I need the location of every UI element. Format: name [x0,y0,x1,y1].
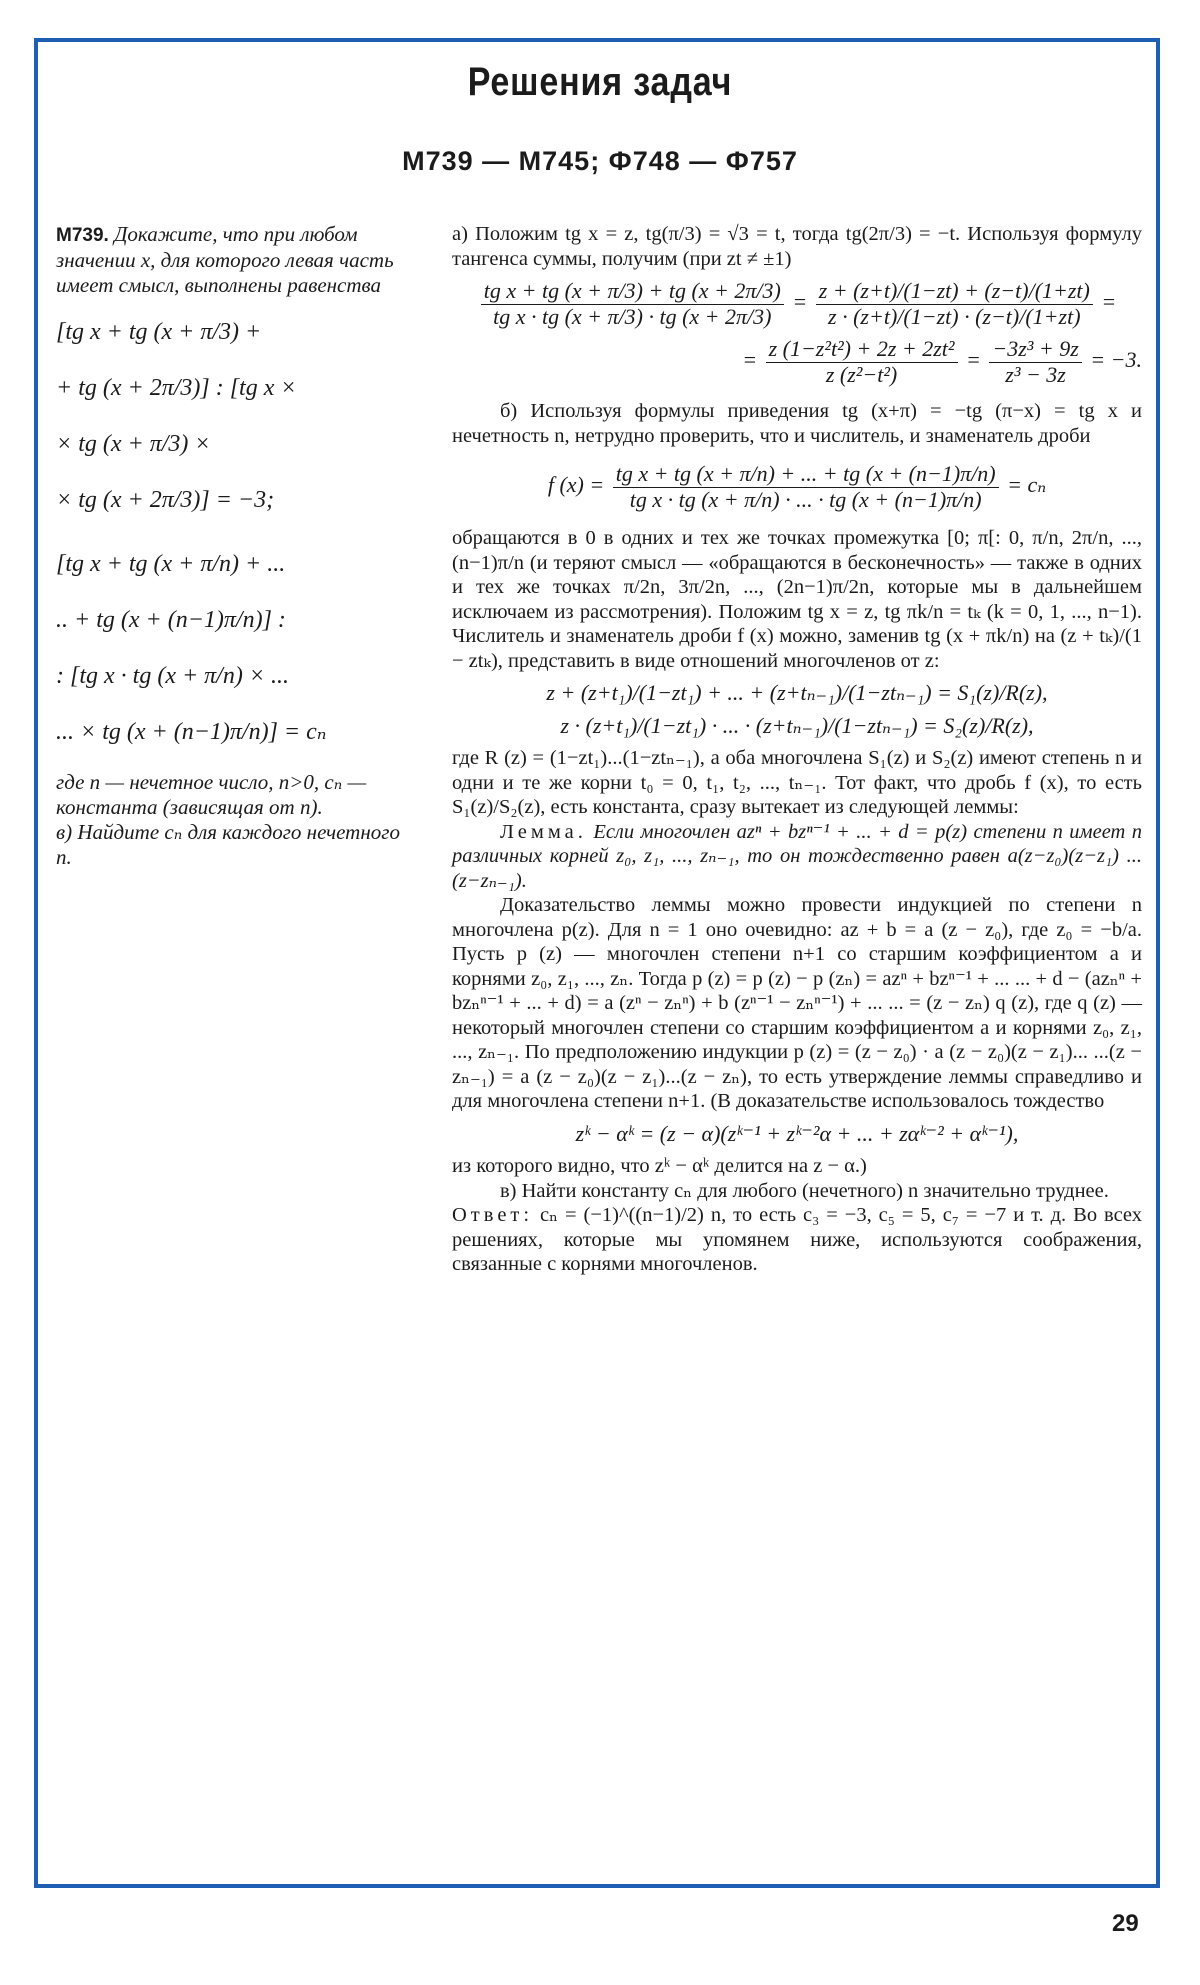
eq-a2-frac2 [989,337,1081,387]
formula-a-line: × tg (x + π/3) × [56,431,211,457]
eq-a1-right [816,279,1093,329]
eq-a2-frac1 [766,337,958,387]
lemma-text: Если многочлен azⁿ + bzⁿ⁻¹ + ... + d = p(z) степени n имеет n различных корней z₀, z₁, ..., zₙ₋₁, то он тождественно равен a(z−z₀)(z−z₁) ... (z−zₙ₋₁). [452,820,1142,892]
part-b-intro: б) Используя формулы приведения tg (x+π) = −tg (π−x) = tg x и нечетность n, нетрудно проверить, что и числитель, и знаменатель дроби [452,400,1142,447]
lemma-proof: Доказательство леммы можно провести индукцией по степени n многочлена p(z). Для n = 1 оно очевидно: az + b = a (z − z₀), где z₀ = −b/a. Пусть p (z) — многочлен степени n+1 со старшим коэффициентом a и корнями z₀, z₁, ..., zₙ. Тогда p (z) = p (z) − p (zₙ) = azⁿ + bzⁿ⁻¹ + ... ... + d − (azₙⁿ + bzₙⁿ⁻¹ + ... + d) = a (zⁿ − zₙⁿ) + b (zⁿ⁻¹ − zₙⁿ⁻¹) + ... ... = (z − zₙ) q (z), где q (z) — некоторый многочлен степени со старшим коэффициентом a и корнями z₀, z₁, ..., zₙ₋₁. По предположению индукции p (z) = (z − z₀) · a (z − z₀)(z − z₁)... ...(z − zₙ₋₁) = a (z − z₀)(z − z₁)...(z − zₙ), то есть утверждение леммы справедливо и для многочлена степени n+1. (В доказательстве использовалось тождество [452,894,1142,1112]
answer [452,1203,1142,1277]
formula-a [56,304,406,528]
eq-a2-den2: z³ − 3z [1005,361,1066,387]
eq-b-den: tg x · tg (x + π/n) · ... · tg (x + (n−1)π/n) [629,486,982,512]
equation-s2: z · (z+t₁)/(1−zt₁) · ... · (z+tₙ₋₁)/(1−ztₙ₋₁) = S₂(z)/R(z), [560,712,1034,738]
part-a-intro: а) Положим tg x = z, tg(π/3) = √3 = t, тогда tg(2π/3) = −t. Используя формулу тангенса суммы, получим (при zt ≠ ±1) [452,223,1142,270]
formula-b [56,536,406,760]
identity-note: из которого видно, что zᵏ − αᵏ делится на z − α.) [452,1155,867,1177]
eq-b-num: tg x + tg (x + π/n) + ... + tg (x + (n−1)π/n) [613,462,999,488]
answer-text: cₙ = (−1)^((n−1)/2) n, то есть c₃ = −3, c₅ = 5, c₇ = −7 и т. д. Во всех решениях, которые мы упомянем ниже, используются соображения, связанные с корнями многочленов. [452,1204,1143,1275]
eq-a2-den1: z (z²−t²) [825,361,898,387]
equation-a2: = $\frac{\text{z (1−z²t²) + 2z + 2zt²}}{\text{z (z²−t²)}}$ = $\frac{\text{−3z³ + 9z}}{\text{z³ − 3z}}$ = −3. [742,336,1142,387]
identity-equation: zᵏ − αᵏ = (z − α)(zᵏ⁻¹ + zᵏ⁻²α + ... + zαᵏ⁻² + αᵏ⁻¹), [575,1120,1019,1146]
eq-a1-left-den: tg x · tg (x + π/3) · tg (x + 2π/3) [493,303,772,329]
eq-b-lhs: f (x) = [547,472,605,498]
formula-a-line: × tg (x + 2π/3)] = −3; [56,487,275,513]
formula-b-line: .. + tg (x + (n−1)π/n)] : [56,607,286,633]
equation-s1: z + (z+t₁)/(1−zt₁) + ... + (z+tₙ₋₁)/(1−ztₙ₋₁) = S₁(z)/R(z), [546,680,1048,705]
page-title: Решения задач [467,60,733,104]
problem-condition: где n — нечетное число, n>0, cₙ — константа (зависящая от n). [56,770,367,819]
formula-b-line: : [tg x · tg (x + π/n) × ... [56,663,290,689]
eq-b-frac [613,462,999,512]
part-b-paragraph-2: где R (z) = (1−zt₁)...(1−ztₙ₋₁), а оба многочлена S₁(z) и S₂(z) имеют степень n и одни и те же корни t₀ = 0, t₁, t₂, ..., tₙ₋₁. Тот факт, что дробь f (x), то есть S₁(z)/S₂(z), есть константа, сразу вытекает из следующей леммы: [452,747,1142,818]
formula-b-line: ... × tg (x + (n−1)π/n)] = cₙ [56,719,327,745]
part-b-paragraph-1: обращаются в 0 в одних и тех же точках промежутка [0; π[: 0, π/n, 2π/n, ..., (n−1)π/n (и теряют смысл — «обращаются в бесконечность» — также в одних и тех же точках π/2n, 3π/2n, ..., (2n−1)π/2n, которые мы в дальнейшем исключаем из рассмотрения). Положим tg x = z, tg πk/n = tₖ (k = 0, 1, ..., n−1). Числитель и знаменатель дроби f (x) можно, заменив tg (x + πk/n) на (z + tₖ)/(1 − ztₖ), представить в виде отношений многочленов от z: [452,527,1142,672]
equation-b [452,462,1142,512]
eq-a2-result: = −3. [1090,347,1142,373]
eq-a2-num2: −3z³ + 9z [989,337,1081,363]
lemma [452,820,1142,894]
part-v: в) Найти константу cₙ для любого (нечетного) n значительно труднее. [500,1179,1109,1202]
solution-column [452,222,1142,1277]
lemma-label: Лемма. [500,820,587,843]
equation-a1: $\frac{\text{tg x + tg (x + π/3) + tg (x + 2π/3)}}{\text{tg x · tg (x + π/3) · tg (x + 2π/3)}}$ = $\frac{z + (z+t)/(1-zt) + (z-t)/(1+zt)}{z \cdot (z+t)/(1-zt) \cdot (z-t)/(1+zt)}$ = [452,279,1142,329]
problem-question-v: в) Найдите cₙ для каждого нечетного n. [56,820,400,869]
eq-a1-right-num: z + (z+t)/(1−zt) + (z−t)/(1+zt) [816,279,1093,305]
formula-a-line: + tg (x + 2π/3)] : [tg x × [56,375,297,401]
problem-id: М739. [56,225,109,246]
eq-a2-num1: z (1−z²t²) + 2z + 2zt² [766,337,958,363]
formula-a-line: [tg x + tg (x + π/3) + [56,319,262,345]
eq-a1-right-den: z · (z+t)/(1−zt) · (z−t)/(1+zt) [828,303,1081,329]
problem-statement-text: Докажите, что при любом значении x, для которого левая часть имеет смысл, выполнены равенства [56,222,394,297]
eq-a1-left-num: tg x + tg (x + π/3) + tg (x + 2π/3) [481,279,784,305]
eq-a1-left [481,279,784,329]
eq-b-rhs: = cₙ [1007,472,1047,498]
problem-range-subtitle: М739 — М745; Ф748 — Ф757 [402,146,798,176]
formula-b-line: [tg x + tg (x + π/n) + ... [56,551,286,577]
problem-statement-column [56,222,406,870]
page-number: 29 [1112,1910,1139,1937]
problem-intro [56,222,406,298]
answer-label: Ответ: [452,1204,534,1226]
